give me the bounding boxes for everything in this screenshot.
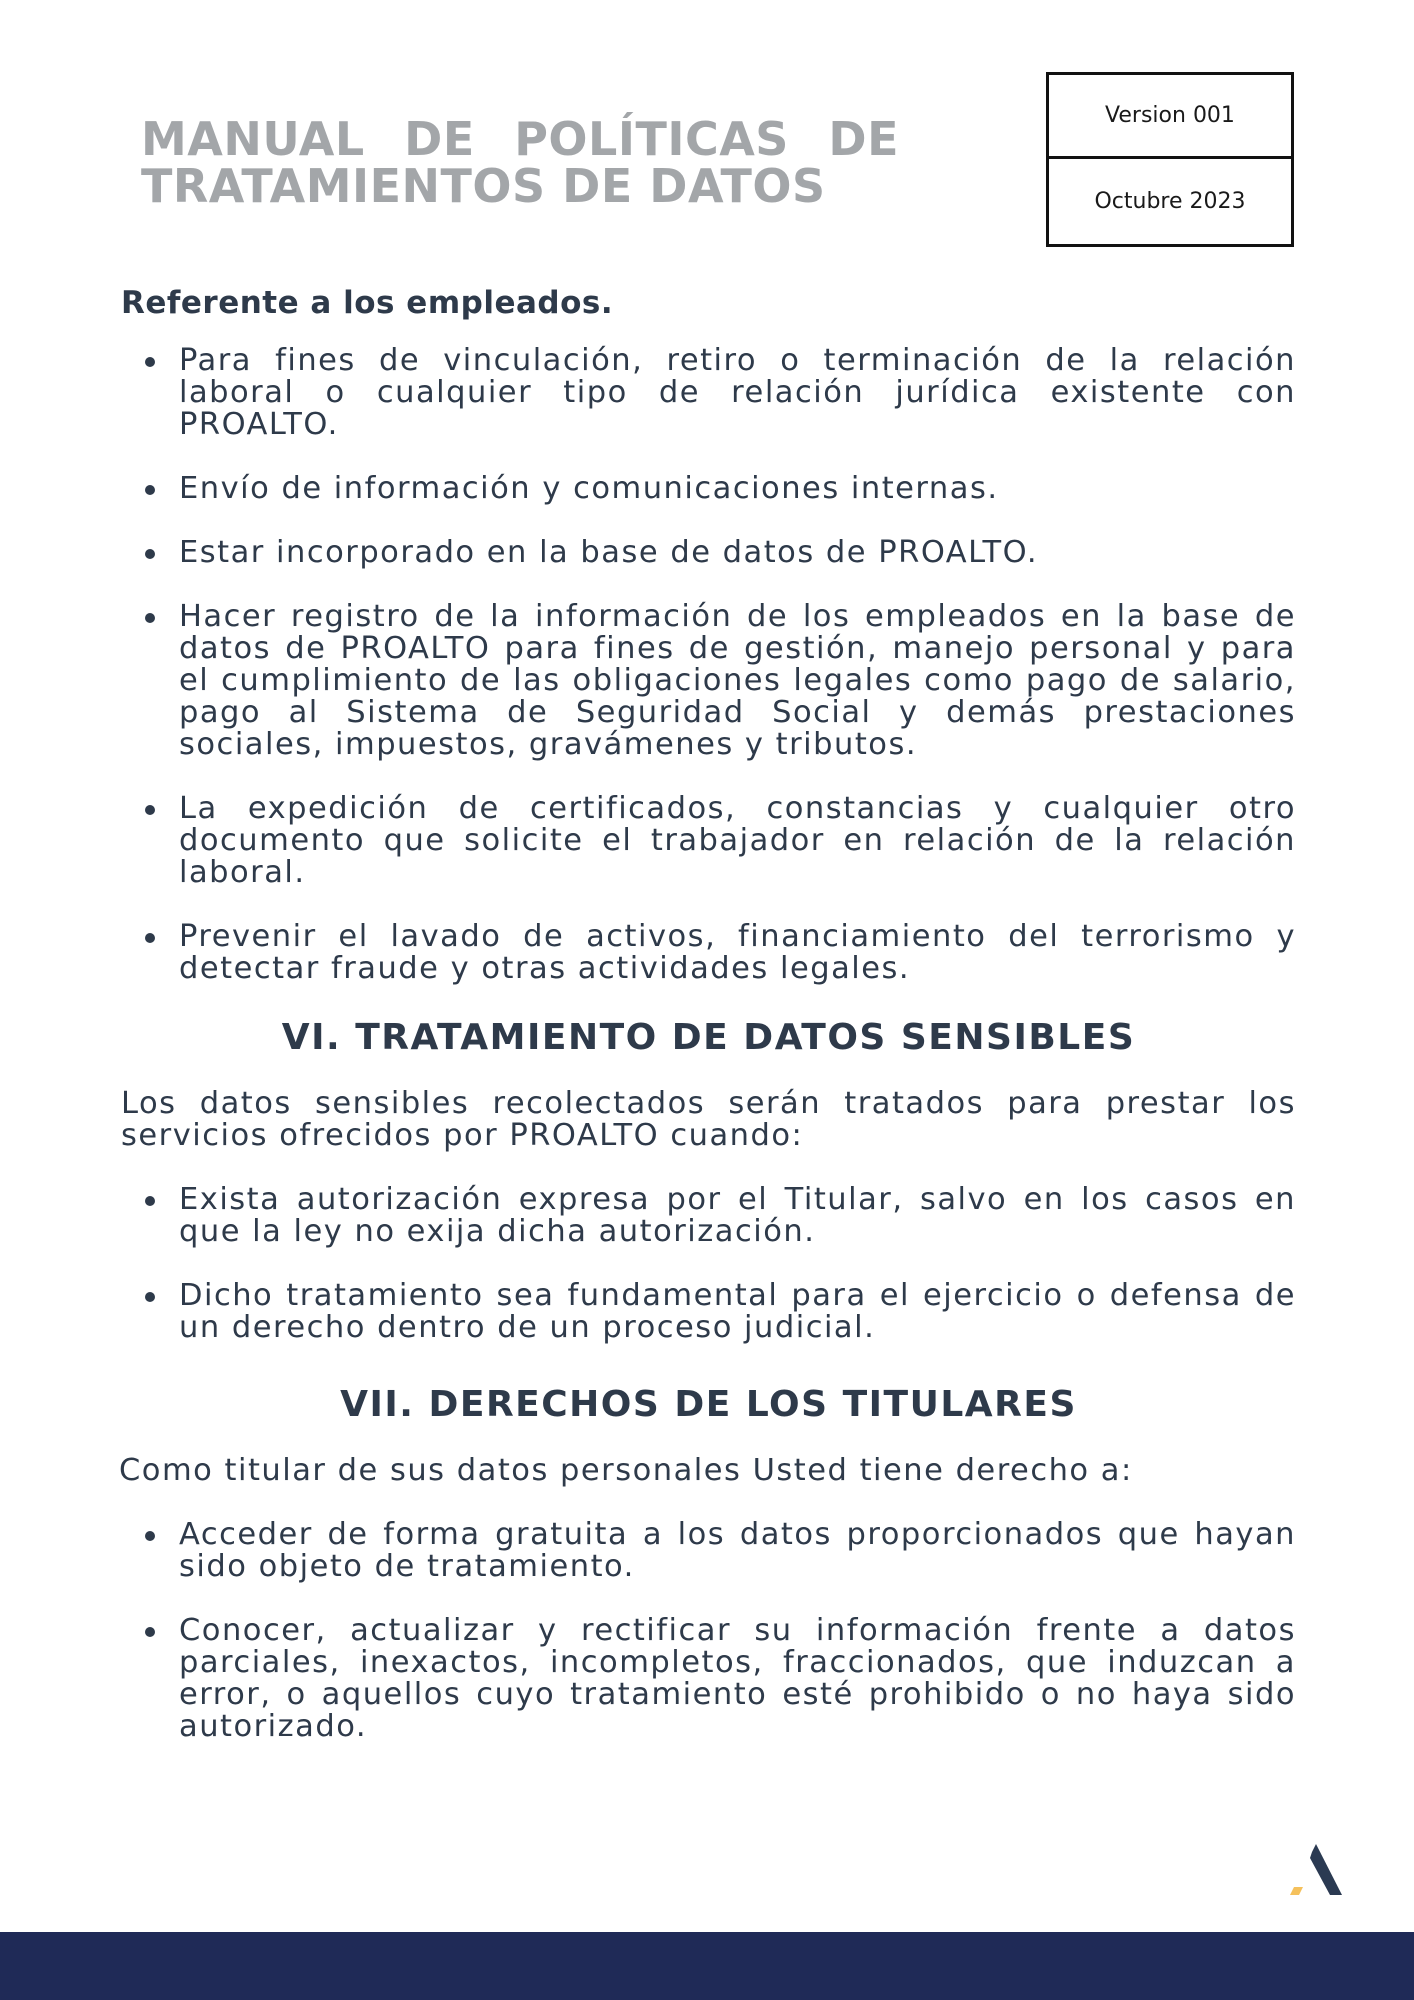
footer-band (0, 1932, 1414, 2000)
version-box (1046, 72, 1294, 247)
list-item-text: Envío de información y comunicaciones internas. (179, 471, 999, 506)
list-item (121, 473, 1296, 505)
list-item-text: Hacer registro de la información de los empleados en la base de datos de PROALTO para fines de gestión, manejo personal y para el cumplimiento de las obligaciones legales como pago de salario, pago al Sistema de Seguridad Social y demás prestaciones sociales, impuestos, gravámenes y tributos. (179, 599, 1296, 762)
list-item (121, 345, 1296, 441)
list-item-text: Dicho tratamiento sea fundamental para el ejercicio o defensa de un derecho dentro de un proceso judicial. (179, 1278, 1296, 1345)
list-item-text: La expedición de certificados, constancias y cualquier otro documento que solicite el trabajador en relación de la relación laboral. (179, 791, 1296, 890)
sensitive-data-list (121, 1184, 1296, 1344)
document-body (121, 285, 1296, 1775)
bullet-icon (145, 1627, 155, 1637)
list-item (121, 921, 1296, 985)
bullet-icon (145, 933, 155, 943)
list-item (121, 793, 1296, 889)
section-title-rights: VII. DERECHOS DE LOS TITULARES (340, 1384, 1077, 1425)
bullet-icon (145, 1196, 155, 1206)
bullet-icon (145, 805, 155, 815)
version-date: Octubre 2023 (1094, 189, 1246, 214)
list-item-text: Acceder de forma gratuita a los datos proporcionados que hayan sido objeto de tratamiento. (179, 1517, 1296, 1584)
section-intro: Como titular de sus datos personales Usted tiene derecho a: (119, 1453, 1133, 1488)
list-item-text: Exista autorización expresa por el Titular, salvo en los casos en que la ley no exija dicha autorización. (179, 1182, 1296, 1249)
bullet-icon (145, 485, 155, 495)
employees-list (121, 345, 1296, 985)
list-item-text: Estar incorporado en la base de datos de PROALTO. (179, 535, 1039, 570)
proalto-logo-icon (1288, 1840, 1348, 1900)
employees-heading: Referente a los empleados. (121, 285, 614, 321)
list-item (121, 601, 1296, 761)
list-item (121, 1280, 1296, 1344)
list-item (121, 537, 1296, 569)
logo-navy-stroke (1310, 1844, 1342, 1895)
logo-gold-stroke (1290, 1887, 1303, 1895)
list-item (121, 1184, 1296, 1248)
bullet-icon (145, 1531, 155, 1541)
bullet-icon (145, 549, 155, 559)
section-intro: Los datos sensibles recolectados serán tratados para prestar los servicios ofrecidos por PROALTO cuando: (121, 1086, 1296, 1153)
rights-list (121, 1519, 1296, 1743)
document-title: MANUAL DE POLÍTICAS DE TRATAMIENTOS DE DATOS (141, 112, 899, 213)
list-item (121, 1519, 1296, 1583)
section-title-sensitive-data: VI. TRATAMIENTO DE DATOS SENSIBLES (281, 1017, 1136, 1058)
version-label: Version 001 (1049, 75, 1291, 159)
list-item-text: Conocer, actualizar y rectificar su información frente a datos parciales, inexactos, incompletos, fraccionados, que induzcan a error, o aquellos cuyo tratamiento esté prohibido o no haya sido autorizado. (179, 1613, 1296, 1744)
bullet-icon (145, 613, 155, 623)
list-item-text: Prevenir el lavado de activos, financiamiento del terrorismo y detectar fraude y otras actividades legales. (179, 919, 1296, 986)
bullet-icon (145, 357, 155, 367)
bullet-icon (145, 1292, 155, 1302)
list-item-text: Para fines de vinculación, retiro o terminación de la relación laboral o cualquier tipo de relación jurídica existente con PROALTO. (179, 343, 1296, 442)
list-item (121, 1615, 1296, 1743)
